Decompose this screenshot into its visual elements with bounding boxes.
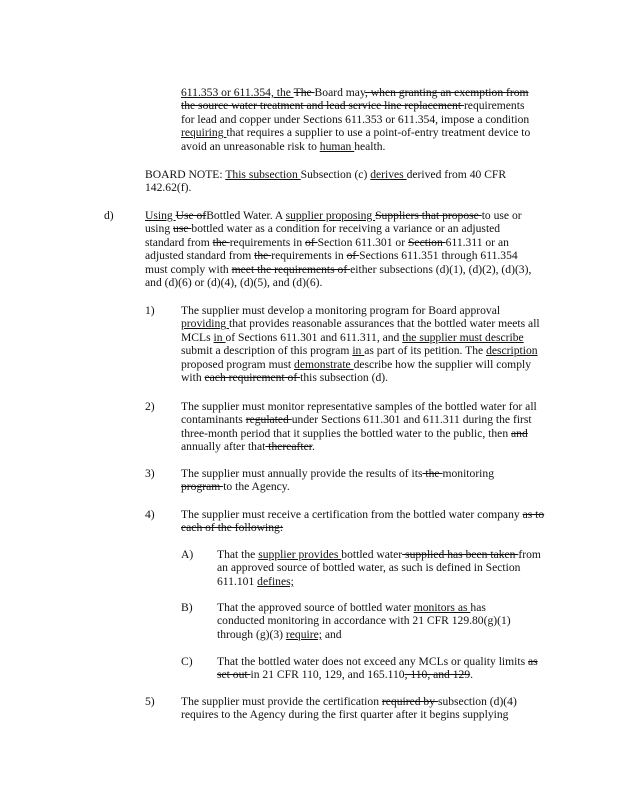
deleted-text: of xyxy=(305,235,318,249)
text-run: derived from 40 CFR 142.62(f). xyxy=(145,168,507,195)
subsection-d-text xyxy=(145,209,540,289)
text-run: health. xyxy=(354,139,386,153)
text-run: . xyxy=(470,668,474,682)
deleted-text: meet the requirements of xyxy=(231,262,351,276)
text-run: describe how the supplier will comply with xyxy=(181,357,532,385)
inserted-text: defines; xyxy=(257,574,294,588)
text-run: The supplier must develop a monitoring program for Board approval xyxy=(181,304,501,317)
text-run: . xyxy=(312,440,315,454)
text-run: 611.311 or an adjusted standard from xyxy=(145,235,509,263)
item-4-text xyxy=(181,508,545,535)
subitem-c-text xyxy=(217,655,547,682)
deleted-text: required by xyxy=(381,695,438,708)
text-run: bottled water xyxy=(341,548,403,561)
deleted-text: regulated xyxy=(245,413,292,427)
deleted-text: each requirement of xyxy=(204,371,301,385)
inserted-text: the supplier must describe xyxy=(402,330,524,344)
inserted-text: description xyxy=(486,344,538,358)
inserted-text: monitors as xyxy=(413,601,471,614)
text-run: subsection (d)(4) requires to the Agency during the first quarter after it begins supplying xyxy=(181,695,517,722)
text-run: monitoring xyxy=(442,467,494,480)
item-2-text xyxy=(181,400,545,454)
inserted-text: providing xyxy=(181,317,229,331)
deleted-text: the xyxy=(254,249,272,263)
inserted-text: Using xyxy=(145,209,176,222)
text-run: that requires a supplier to use a point-of-entry treatment device to avoid an unreasonable risk to xyxy=(181,126,531,153)
text-run: either subsections (d)(1), (d)(2), (d)(3), and (d)(6) or (d)(4), (d)(5), and (d)(6). xyxy=(145,262,532,290)
subitem-b-text xyxy=(217,601,535,641)
deleted-text: , 110, and 129 xyxy=(404,668,471,682)
inserted-text: derives xyxy=(370,168,407,181)
text-run: bottled water as a condition for receiving a variance or an adjusted standard from xyxy=(145,222,501,249)
item-3-text xyxy=(181,467,531,494)
text-run: in 21 CFR 110, 129, and 165.110 xyxy=(250,668,405,682)
board-note xyxy=(145,168,530,195)
deleted-text: Section xyxy=(407,235,446,249)
deleted-text: use xyxy=(173,222,192,236)
item-1-label: 1) xyxy=(145,304,155,317)
text-run: That the approved source of bottled water xyxy=(217,601,414,614)
text-run: Subsection (c) xyxy=(300,168,371,181)
deleted-text: Use of xyxy=(175,209,207,222)
inserted-text: supplier provides xyxy=(258,548,342,561)
text-run: The supplier must monitor representative samples of the bottled water for all contaminants xyxy=(181,400,537,427)
text-run: submit a description of this program xyxy=(181,344,353,358)
deleted-text: thereafter xyxy=(265,440,313,454)
subitem-c-label: C) xyxy=(181,655,193,668)
text-run: under Sections 611.301 and 611.311 during the first three-month period that it supplies the bottled water to the public, then xyxy=(181,413,532,440)
text-run: Section 611.301 or xyxy=(317,235,408,249)
deleted-text: Suppliers that propose xyxy=(375,209,482,222)
text-run: BOARD NOTE: xyxy=(145,168,226,181)
item-5-label: 5) xyxy=(145,695,155,708)
subitem-a-text xyxy=(217,548,547,588)
text-run: this subsection (d). xyxy=(300,371,389,385)
text-run: to the Agency. xyxy=(223,480,290,494)
subitem-a-label: A) xyxy=(181,548,194,561)
deleted-text: The xyxy=(293,86,315,99)
text-run: requirements in xyxy=(229,235,306,249)
text-run: of Sections 611.301 and 611.311, and xyxy=(225,330,403,344)
text-run: and xyxy=(321,627,342,641)
deleted-text: the xyxy=(212,235,230,249)
deleted-text: as to each of the following: xyxy=(181,508,545,535)
text-run: requirements for lead and copper under Sections 611.353 or 611.354, impose a condition xyxy=(181,99,530,126)
deleted-text: program xyxy=(181,480,224,494)
text-run: Bottled Water. A xyxy=(206,209,286,222)
item-3-label: 3) xyxy=(145,467,155,480)
deleted-text: , when granting an exemption from the source water treatment and lead service line replacement xyxy=(181,86,529,113)
inserted-text: in xyxy=(213,330,226,344)
inserted-text: demonstrate xyxy=(294,357,354,371)
subitem-b-label: B) xyxy=(181,601,193,614)
item-5-text xyxy=(181,695,526,722)
text-run: Board may xyxy=(314,86,365,99)
text-run: annually after that xyxy=(181,440,266,454)
subsection-d-label: d) xyxy=(104,209,114,222)
text-run: The supplier must annually provide the results of its xyxy=(181,467,423,480)
paragraph-c-continuation xyxy=(181,86,531,153)
item-2-label: 2) xyxy=(145,400,155,413)
deleted-text: supplied has been taken xyxy=(402,548,519,561)
text-run: That the bottled water does not exceed any MCLs or quality limits xyxy=(217,655,529,668)
inserted-text: human xyxy=(319,139,355,153)
text-run: proposed program must xyxy=(181,357,295,371)
text-run: The supplier must provide the certification xyxy=(181,695,382,708)
deleted-text: and xyxy=(511,426,528,440)
text-run: The supplier must receive a certification from the bottled water company xyxy=(181,508,523,521)
inserted-text: require; xyxy=(285,627,322,641)
text-run: Sections 611.351 through 611.354 must comply with xyxy=(145,249,518,276)
deleted-text: as set out xyxy=(217,655,538,682)
text-run: that provides reasonable assurances that the bottled water meets all MCLs xyxy=(181,317,540,344)
text-run: requirements in xyxy=(271,249,347,263)
text-run: has conducted monitoring in accordance with 21 CFR 129.80(g)(1) through (g)(3) xyxy=(217,601,511,641)
inserted-text: 611.353 or 611.354, the xyxy=(181,86,294,99)
text-run: That the xyxy=(217,548,259,561)
deleted-text: of xyxy=(346,249,360,263)
text-run: to use or using xyxy=(145,209,522,236)
inserted-text: in xyxy=(352,344,365,358)
text-run: as part of its petition. The xyxy=(364,344,487,358)
inserted-text: supplier proposing xyxy=(285,209,376,222)
text-run: from an approved source of bottled water, as such is defined in Section 611.101 xyxy=(217,548,541,588)
item-4-label: 4) xyxy=(145,508,155,521)
inserted-text: requiring xyxy=(181,126,227,140)
inserted-text: This subsection xyxy=(225,168,301,181)
deleted-text: the xyxy=(422,467,443,480)
item-1-text xyxy=(181,304,545,384)
